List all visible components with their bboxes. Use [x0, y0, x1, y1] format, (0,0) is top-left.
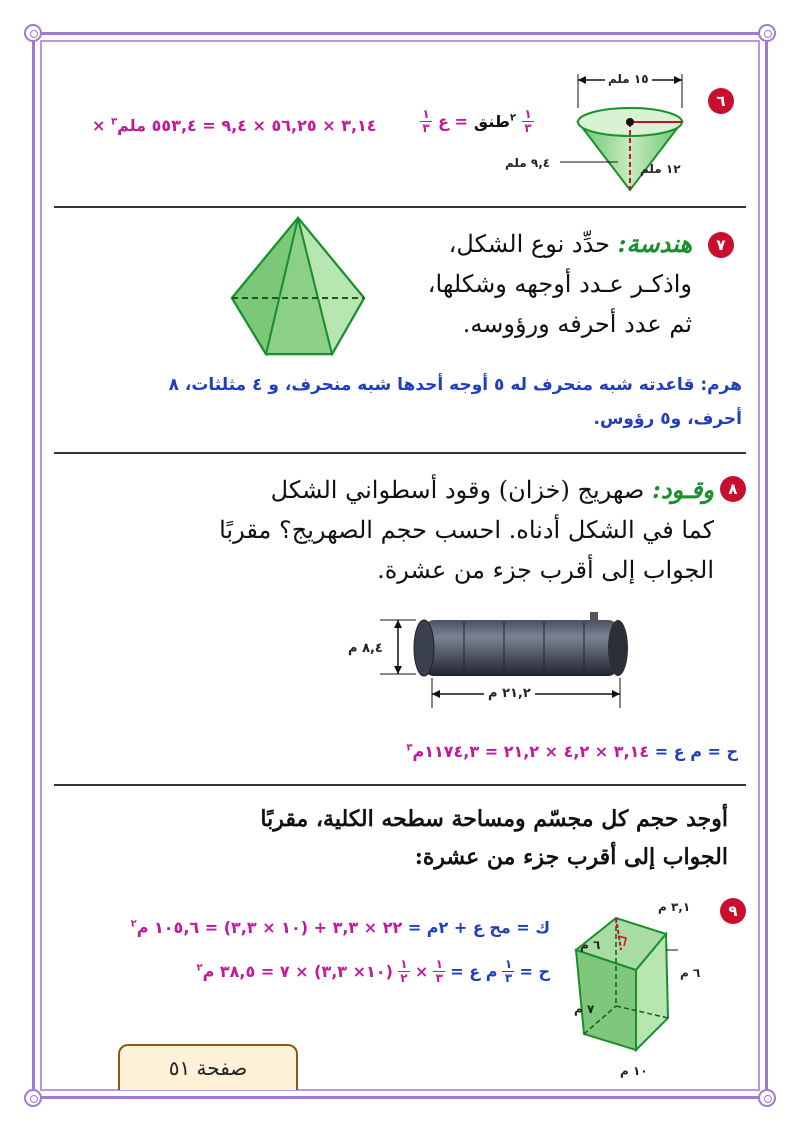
cone-diameter-label: ١٥ ملم [605, 72, 652, 86]
q6-formula [92, 116, 377, 135]
q8-text [154, 470, 714, 590]
corner-ornament [24, 24, 42, 42]
q7-line1: حدِّد نوع الشكل، [448, 230, 611, 258]
q7-answer [52, 368, 742, 436]
q7-keyword: هندسة: [617, 229, 692, 258]
q9-surface-area-eq [131, 918, 550, 937]
fraction: ١ ٣ [433, 958, 445, 985]
question-number-9: ٩ [720, 898, 746, 924]
q9-eq2-prefix: ح = [519, 962, 550, 981]
fraction: ١ ٣ [522, 108, 534, 135]
formula-text: $^٢$طنق [473, 112, 517, 131]
corner-ornament [24, 1089, 42, 1107]
multiply-sign: × [414, 962, 429, 981]
tank-diameter-label: ٨,٤ م [348, 641, 383, 656]
q9-eq1-prefix: ك = مح ع + ٢م = [407, 918, 550, 937]
q8-line3: الجواب إلى أقرب جزء من عشرة. [377, 556, 714, 584]
section-line1: أوجد حجم كل مجسّم ومساحة سطحه الكلية، مقربًا [260, 806, 728, 832]
formula-text: ع = [438, 112, 468, 131]
prism-left-label: ٦ م [580, 938, 601, 952]
q8-keyword: وقـود: [651, 475, 714, 504]
q9-volume-eq [196, 958, 550, 985]
question-number-7: ٧ [708, 232, 734, 258]
q8-line2: كما في الشكل أدناه. احسب حجم الصهريج؟ مقربًا [219, 516, 714, 544]
fraction: ١ ٢ [398, 958, 410, 985]
q7-answer-line1: هرم: قاعدته شبه منحرف له ٥ أوجه أحدها شبه منحرف، و ٤ مثلثات، ٨ [168, 375, 742, 395]
prism-right-label: ٦ م [680, 966, 701, 980]
cone-slant-label: ١٢ ملم [640, 162, 681, 176]
question-number-6: ٦ [708, 88, 734, 114]
pyramid-figure [226, 212, 376, 362]
question-number-8: ٨ [720, 476, 746, 502]
section-divider [54, 784, 746, 786]
prism-base-label: ١٠ م [620, 1064, 648, 1078]
corner-ornament [758, 1089, 776, 1107]
q7-line3: ثم عدد أحرفه ورؤوسه. [462, 310, 692, 338]
prism-top-label: ٣,١ م [658, 900, 691, 914]
page-number-tab: صفحة ٥١ [118, 1044, 298, 1090]
section-divider [54, 206, 746, 208]
prism-height-label: ٧ م [574, 1002, 595, 1016]
q7-line2: واذكـر عـدد أوجهه وشكلها، [427, 270, 692, 298]
section-instruction [168, 800, 728, 876]
q8-answer [406, 742, 738, 761]
q6-formula-calc: × ٣,١٤ × ٥٦,٢٥ × ٩,٤ = ٥٥٣,٤ ملم$^٣$ [92, 116, 377, 135]
q9-eq2-mid: م ع = [450, 962, 498, 981]
section-line2: الجواب إلى أقرب جزء من عشرة: [414, 844, 728, 870]
tank-length-label: ٢١,٢ م [484, 686, 535, 701]
q9-eq2-calc: (١٠× ٣,٣) × ٧ = ٣٨,٥ م$^٢$ [196, 962, 393, 981]
q8-answer-prefix: ح = م ع = [654, 742, 738, 761]
fraction: ١ ٣ [420, 108, 432, 135]
cone-height-label: ٩,٤ ملم [505, 156, 551, 170]
q9-eq1-calc: ٢٢ × ٣,٣ + (١٠ × ٣,٣) = ١٠٥,٦ م$^٢$ [130, 918, 403, 937]
q7-answer-line2: أحرف، و٥ رؤوس. [593, 409, 742, 429]
triangular-prism-figure [566, 910, 716, 1066]
corner-ornament [758, 24, 776, 42]
fraction: ١ ٣ [502, 958, 514, 985]
q8-answer-calc: ٣,١٤ × ٤,٢ × ٢١,٢ = ١١٧٤,٣م$^٣$ [406, 742, 650, 761]
q8-line1: صهريج (خزان) وقود أسطواني الشكل [270, 476, 645, 504]
q6-formula-lead [420, 108, 534, 135]
section-divider [54, 452, 746, 454]
